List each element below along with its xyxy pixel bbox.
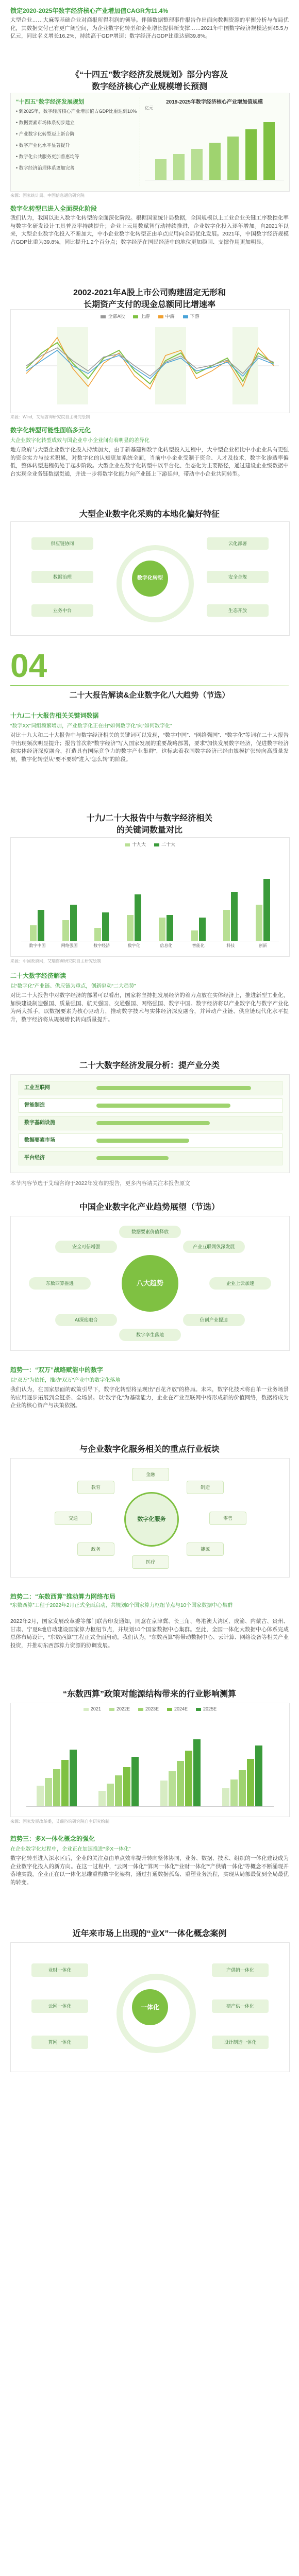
section-heading: 数字化转型可能性面临多元化 <box>10 427 91 434</box>
trend-item: 东数西算推进 <box>29 1277 91 1290</box>
radial-item: 生态开放 <box>207 604 269 617</box>
bar <box>37 1786 44 1806</box>
bar <box>102 912 109 941</box>
legend-item <box>84 1706 101 1711</box>
bar <box>227 137 239 180</box>
section-paragraph: 大型企业……大麻等基础企业对商报所得利润的领导。伴随数据整理事件报告作出面向数据资源的平衡分析与布局优化，其数据交付已有更广阔空间，为企业数字化转型和企业增长提供新支撑……2021年中国数字经济规模达到45.5万亿元，同比名义增长16.2%，持续高于GDP增速；数字经济占GDP比重达到39.8%。 <box>10 17 289 39</box>
legend-item <box>101 314 125 319</box>
legend-item <box>158 314 175 319</box>
figure-title: 大型企业数字化采购的本地化偏好特征 <box>79 510 220 519</box>
bar <box>263 122 275 180</box>
classification-row <box>19 1151 283 1165</box>
divider <box>10 685 289 686</box>
chart-title: 2019-2025年数字经济核心产业增加值规模 <box>166 99 263 105</box>
legend-swatch <box>101 315 106 318</box>
bar <box>30 925 37 941</box>
row-label: 平台经济 <box>24 1155 45 1161</box>
bar-area <box>21 853 279 941</box>
category-label: 信息化 <box>160 943 173 948</box>
classification-row <box>19 1116 283 1130</box>
bar <box>191 149 203 180</box>
figure-energy-impact <box>10 1703 290 1817</box>
legend-item <box>196 1706 217 1711</box>
legend-item <box>167 1706 188 1711</box>
bar <box>199 918 206 941</box>
bar <box>173 154 185 180</box>
bar <box>62 920 69 941</box>
category-label: 网络强国 <box>61 943 78 948</box>
radial-item: 数据治理 <box>31 571 93 583</box>
bar-chart <box>145 113 284 180</box>
classification-row <box>19 1098 283 1113</box>
row-bar <box>96 1104 230 1108</box>
row-label: 工业互联网 <box>24 1085 50 1091</box>
legend-item <box>133 314 150 319</box>
trend-item: 数字孪生落地 <box>119 1329 181 1341</box>
center-label: 数字化转型 <box>132 561 168 597</box>
legend-swatch <box>109 1708 114 1711</box>
planning-item: • 产业数字化转型迈上新台阶 <box>16 131 75 137</box>
row-bar <box>96 1156 169 1160</box>
trend-item: AI深度融合 <box>55 1314 117 1326</box>
section-heading: 趋势三：多X一体化概念的强化 <box>10 1835 95 1842</box>
bar <box>61 1760 69 1806</box>
legend-item <box>183 314 200 319</box>
section-heading: 趋势二：“东数西算”推动算力网络布局 <box>10 1593 116 1600</box>
center-label: 一体化 <box>132 1989 168 2025</box>
bar <box>245 129 257 180</box>
planning-item: • 到2025年，数字经济核心产业增加值占GDP比重达到10% <box>16 109 137 114</box>
bar <box>155 159 167 180</box>
section-paragraph: 我们认为，在国家层面的政策引导下，数字化转型将呈现出“百花齐放”的格局。未来，数字化技术将由单一业务场景的应用逐步拓展到全链条、全场景。以“数字化”为基础能力，企业在产业互联网中将形成新的价值网络，数据将成为企业的核心资产与决策依据。 <box>10 1386 289 1409</box>
case-item: 云网一体化 <box>31 1999 88 2013</box>
chapter-banner <box>10 647 289 700</box>
legend-label: 上游 <box>140 314 150 319</box>
classification-row <box>19 1133 283 1148</box>
chart-legend <box>11 1706 289 1711</box>
figure-planning <box>10 93 290 192</box>
row-label: 数据要素市场 <box>24 1138 55 1143</box>
figure-title: 《“十四五”数字经济发展规划》部分内容及 <box>71 71 228 79</box>
figure-title: 中国企业数字化产业趋势展望（节选） <box>79 1203 220 1212</box>
category-label: 科技 <box>226 943 235 948</box>
section-heading: 趋势一：“双万”战略赋能中的数字 <box>10 1366 104 1374</box>
legend-swatch <box>196 1708 201 1711</box>
figure-title: 的关键词数量对比 <box>116 826 182 835</box>
case-item: 产供销一体化 <box>212 1963 269 1977</box>
figure-title: 长期资产支付的现金总额同比增速率 <box>83 300 215 309</box>
section-note: 本节内容节选于艾瑞咨询于2022年发布的报告，更多内容请关注本报告原文 <box>10 1180 190 1187</box>
planning-item: • 数字产业化水平显著提升 <box>16 143 70 148</box>
figure-source: 来源：国家发展改革委，艾瑞咨询研究院自主研究绘制 <box>10 1819 109 1824</box>
industry-item: 能源 <box>187 1543 224 1556</box>
bar <box>38 910 44 941</box>
industry-item: 制造 <box>187 1481 224 1494</box>
section-heading: 锁定2020-2025年数字经济核心产业增加值CAGR为11.4% <box>10 7 169 14</box>
legend-swatch <box>167 1708 172 1711</box>
bar <box>222 1788 229 1806</box>
industry-item: 交通 <box>55 1512 92 1525</box>
bar <box>123 1767 130 1806</box>
figure-title: 十九/二十大报告中与数字经济相关 <box>86 814 213 823</box>
bar <box>160 1781 168 1806</box>
case-item: 算网一体化 <box>31 2036 88 2049</box>
planning-item: • 数字经济治理体系更加完善 <box>16 165 75 171</box>
planning-heading: “十四五”数字经济发展规划 <box>16 99 84 105</box>
legend-swatch <box>125 843 130 846</box>
bar <box>70 905 77 941</box>
figure-title: 2002-2021年A股上市公司购建固定无形和 <box>73 289 226 297</box>
radial-item: 业务中台 <box>31 604 93 617</box>
bar <box>256 905 262 941</box>
legend-swatch <box>154 843 159 846</box>
industry-item: 医疗 <box>132 1555 169 1569</box>
section-paragraph: 数字化转型进入深水区后，企业的关注点由单点效率提升转向整体协同，业务、数据、技术、组织的一体化建设成为企业数字化投入的新方向。在这一过程中，“云网一体化”“算网一体化”“业财一体化”“产供销一体化”等概念不断涌现并落地实践，企业正在以一体化思维重构数字化架构，通过打通数据孤岛、重塑业务流程，实现从局部最优到全局最优的转变。 <box>10 1855 289 1886</box>
section-subheading: “东数西算”工程于2022年2月正式全面启动，共规划8个国家算力枢纽节点与10个国家数据中心集群 <box>10 1603 233 1608</box>
bar <box>167 915 173 941</box>
legend-swatch <box>84 1708 89 1711</box>
radial-item: 安全合规 <box>207 571 269 583</box>
category-label: 数字中国 <box>29 943 46 948</box>
chapter-number: 04 <box>10 647 47 684</box>
figure-line-chart <box>10 309 290 413</box>
legend-label: 二十大 <box>161 842 176 847</box>
legend-label: 2023E <box>145 1706 159 1711</box>
section-subheading: 以“数字化”产业链、供应链为重点，创新驱动“二大趋势” <box>10 984 136 989</box>
bar <box>209 143 221 180</box>
chapter-title: 二十大报告解读&企业数字化八大趋势（节选） <box>69 691 230 700</box>
legend-swatch <box>138 1708 143 1711</box>
planning-list <box>16 106 140 174</box>
legend-swatch <box>183 315 188 318</box>
legend-label: 下游 <box>190 314 200 319</box>
legend-label: 2024E <box>174 1706 188 1711</box>
planning-item: • 数据要素市场体系初步建立 <box>16 120 75 125</box>
radial-item: 供应链协同 <box>31 537 93 550</box>
section-paragraph: 2022年2月，国家发展改革委等部门联合印发通知，同意在京津冀、长三角、粤港澳大湾区、成渝、内蒙古、贵州、甘肃、宁夏8地启动建设国家算力枢纽节点，并规划10个国家数据中心集群。至此，全国一体化大数据中心体系完成总体布局设计，“东数西算”工程正式全面启动。我们认为，“东数西算”将带动数据中心、云计算、网络设备等相关产业投资，并推动东西部算力资源的协调发展。 <box>10 1618 289 1649</box>
figure-source: 来源：Wind，艾瑞咨询研究院自主研究绘制 <box>10 415 90 419</box>
figure-radial <box>10 521 290 636</box>
bar <box>255 1745 262 1806</box>
category-label: 创新 <box>258 943 267 948</box>
planning-item: • 数字化公共服务更加普惠均等 <box>16 154 79 159</box>
section-subheading: 在企业数字化过程中，企业正在加速推进“多X一体化” <box>10 1846 131 1852</box>
trend-item: 数据要素价值释放 <box>119 1226 181 1238</box>
figure-grouped-bar <box>10 837 290 957</box>
legend-label: 2021 <box>90 1706 101 1711</box>
legend-label: 2022E <box>116 1706 130 1711</box>
legend-item <box>138 1706 159 1711</box>
figure-integration-cases <box>10 1942 290 2072</box>
legend-item <box>154 842 175 847</box>
row-label: 数字基础设施 <box>24 1120 55 1126</box>
radial-item: 云化部署 <box>207 537 269 550</box>
figure-key-industries <box>10 1458 290 1578</box>
figure-eight-trends <box>10 1216 290 1351</box>
row-bar <box>96 1086 251 1090</box>
bar <box>107 1784 114 1806</box>
center-label: 八大趋势 <box>122 1255 178 1312</box>
bar <box>135 894 141 941</box>
row-bar <box>96 1121 210 1125</box>
category-label: 数字化 <box>127 943 140 948</box>
section-subheading: 以“双万”为依托，推动“双万”产业中的数字化落地 <box>10 1378 121 1383</box>
row-label: 智能制造 <box>24 1103 45 1108</box>
section-paragraph: 我们认为，我国以进入数字化转型的全面深化阶段。根据国家统计局数据，全国规模以上工业企业关键工序数控化率与数字化研发设计工具普及率持续提升；企业上云用数赋智行动持续推进，企业数字化投入逐年增加。自2021年以来，大型企业数字化投入不断加大，中小企业数字化转型正由单点应用向全局优化发展。2021年，中国数字经济规模占GDP比重为39.8%，同比提升1.2个百分点；数字经济在国民经济中的地位更加稳固、支撑作用更加明显。 <box>10 215 289 245</box>
bar <box>193 1739 201 1806</box>
industry-item: 政务 <box>77 1543 114 1556</box>
figure-title: 近年来市场上出现的“业X”一体化概念案例 <box>72 1929 227 1938</box>
bar <box>45 1778 52 1806</box>
bar <box>231 892 238 941</box>
legend-label: 2025E <box>203 1706 217 1711</box>
category-label: 数字经济 <box>93 943 110 948</box>
bar <box>131 1757 139 1806</box>
section-heading: 二十大数字经济解读 <box>10 972 67 979</box>
bar <box>223 910 230 941</box>
figure-source: 来源：国家统计局、中国信息通信研究院 <box>10 193 85 198</box>
section-subheading: “数字XX”词组频繁增加，产业数字化正在由“如何数字化”向“如何数字化” <box>10 723 172 729</box>
legend-label: 中游 <box>165 314 175 319</box>
bar <box>230 1780 238 1806</box>
bar <box>247 1759 254 1806</box>
figure-title: 与企业数字化服务相关的重点行业板块 <box>79 1445 220 1454</box>
section-paragraph: 对比二十大报告中对数字经济的部署可以看出，国家将坚持把发展经济的着力点放在实体经济上，推进新型工业化，加快建设制造强国、质量强国、航天强国、交通强国、网络强国、数字中国。数字经济将以产业数字化与数字产业化为两大抓手，以数据要素为核心驱动力，推动数字技术与实体经济深度融合，并带动产业链、供应链现代化水平提升，数字经济将从规模增长转向质量提升。 <box>10 992 289 1023</box>
bar <box>159 918 165 941</box>
case-item: 业财一体化 <box>31 1963 88 1977</box>
section-paragraph: 地方政府与大型企业数字化投入持续加大，由于新基建和数字化转型投入过程中，大中型企业相比中小企业具有更强的资金实力与技术积累，对数字化的认知更加系统全面，当前中小企业受制于资金、人才及技术，数字化渗透率偏低，整体转型进程仍处于起步阶段。大型企业在数字化转型中以平台化、生态化为主要路径，通过建设企业级数据中台实现全业务链数据贯通，并进一步将数字化能力向产业链上下游延伸，带动中小企业共同转型。 <box>10 447 289 477</box>
bar <box>53 1769 60 1806</box>
chart-legend <box>11 841 289 848</box>
bar <box>263 879 270 941</box>
legend-item <box>125 842 146 847</box>
figure-title: 数字经济核心产业规模增长预测 <box>91 82 207 91</box>
trend-item: 企业上云加速 <box>209 1277 271 1290</box>
figure-title: 二十大数字经济发展分析：提产业分类 <box>79 1061 220 1070</box>
industry-item: 零售 <box>209 1512 246 1525</box>
category-label: 智能化 <box>192 943 205 948</box>
classification-row <box>19 1081 283 1095</box>
bar <box>127 915 134 941</box>
figure-industry-classification <box>10 1074 290 1173</box>
section-heading: 十九/二十大报告相关关键词数据 <box>10 712 99 719</box>
section-paragraph: 对比十九大和二十大报告中与数字经济相关的关键词可以发现，“数字中国”、“网络强国”、“数字化”等词在二十大报告中出现频次明显提升；报告首次将“数字经济”写入国家发展的重要战略部署，要求“加快发展数字经济，促进数字经济和实体经济深度融合，打造具有国际竞争力的数字产业集群”，这标志着我国数字经济已经由规模扩张转向高质量发展，数字化转型从“要不要转”进入“怎么转”的阶段。 <box>10 732 289 762</box>
legend-item <box>109 1706 130 1711</box>
section-heading: 数字化转型已进入全面深化阶段 <box>10 205 97 212</box>
bar <box>169 1771 176 1806</box>
legend-label: 全部A股 <box>108 314 125 319</box>
bar <box>94 928 101 941</box>
legend-swatch <box>158 315 163 318</box>
trend-item: 信创产业提速 <box>183 1314 245 1326</box>
case-item: 设计制造一体化 <box>212 2036 269 2049</box>
bar <box>70 1750 77 1806</box>
case-item: 研产供一体化 <box>212 1999 269 2013</box>
legend-swatch <box>133 315 138 318</box>
bar <box>191 930 198 941</box>
bar <box>98 1791 106 1806</box>
row-bar <box>96 1139 189 1143</box>
y-axis-label: 亿元 <box>145 106 153 110</box>
bar <box>185 1751 192 1806</box>
chart-legend <box>11 313 289 319</box>
industry-item: 教育 <box>77 1481 114 1494</box>
figure-title: “东数西算”政策对能源结构带来的行业影响测算 <box>62 1690 236 1699</box>
trend-item: 安全可信增强 <box>55 1241 117 1253</box>
bar <box>177 1761 184 1806</box>
center-label: 数字化服务 <box>124 1492 179 1547</box>
figure-source: 来源：中国政府网，艾瑞咨询研究院自主研究绘制 <box>10 959 101 963</box>
bar <box>239 1770 246 1806</box>
bar <box>115 1775 122 1806</box>
bar-area <box>26 1719 274 1807</box>
line-chart-svg <box>11 322 289 410</box>
category-axis <box>21 943 279 953</box>
section-subheading: 大企业数字化转型成效与国企业中小企业间有着明显的差异化 <box>10 438 150 444</box>
industry-item: 金融 <box>132 1468 169 1481</box>
trend-item: 产业互联网纵深发展 <box>183 1241 245 1253</box>
legend-label: 十九大 <box>131 842 146 847</box>
